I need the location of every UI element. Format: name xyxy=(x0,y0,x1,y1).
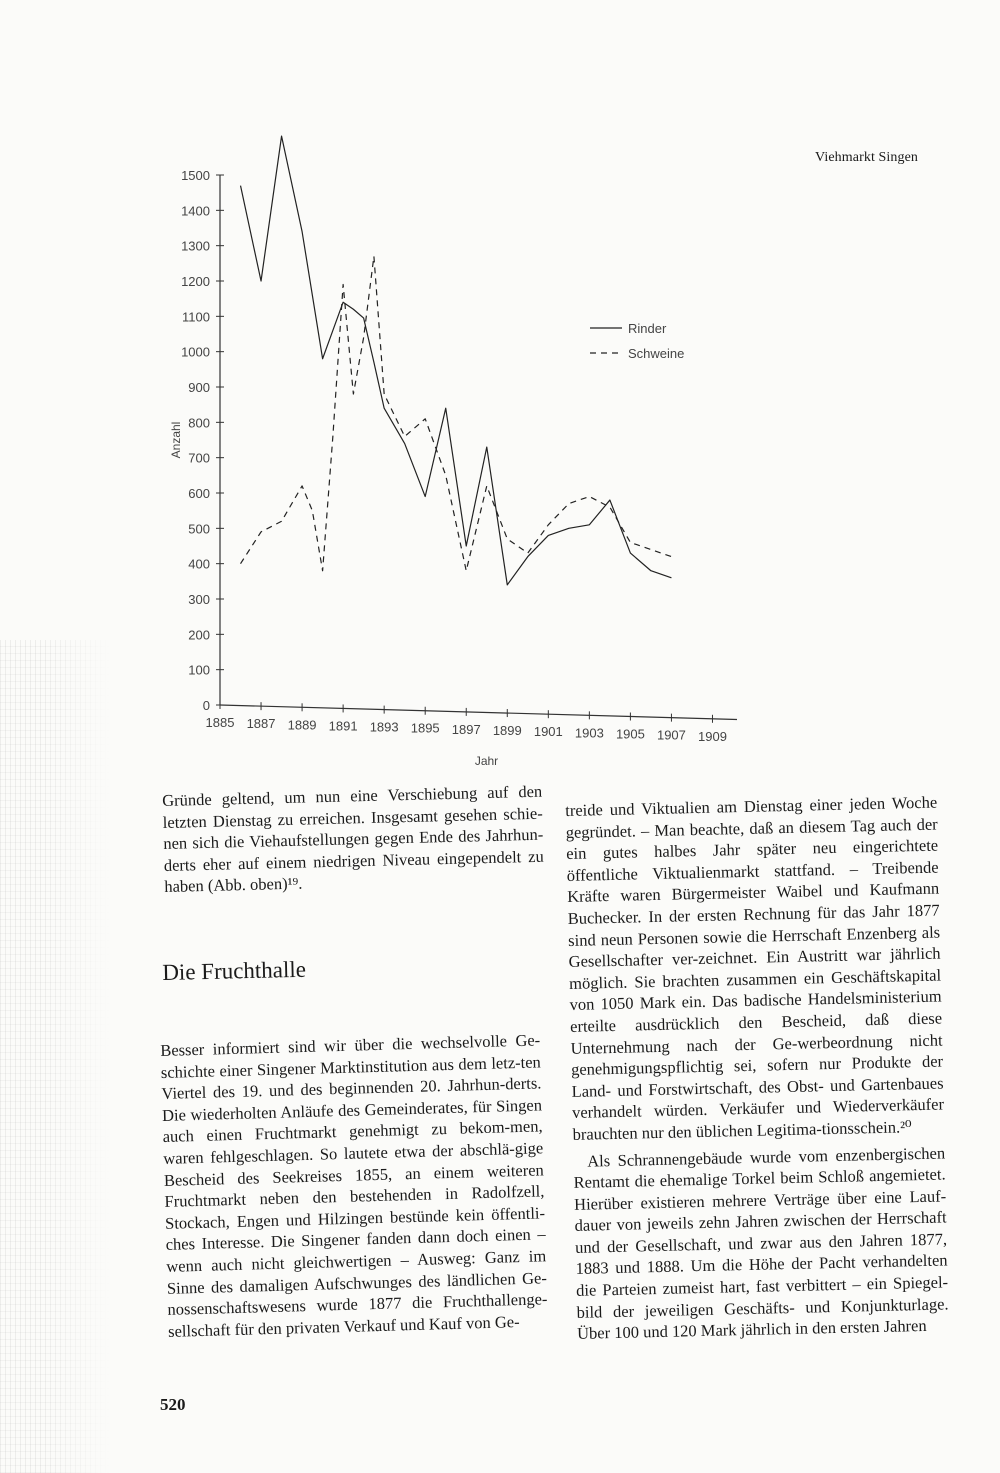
y-tick-label: 1200 xyxy=(181,274,210,289)
page-number: 520 xyxy=(160,1395,186,1414)
y-tick-label: 400 xyxy=(188,556,210,572)
x-tick-label: 1893 xyxy=(369,719,399,735)
x-tick-label: 1907 xyxy=(656,727,686,743)
y-tick-label: 1400 xyxy=(181,203,210,219)
y-tick-label: 500 xyxy=(188,521,210,537)
x-tick-label: 1885 xyxy=(205,715,235,730)
line-chart xyxy=(150,110,770,780)
x-tick-label: 1897 xyxy=(451,721,481,737)
left-column-bottom xyxy=(160,1029,548,1342)
x-tick-label: 1891 xyxy=(328,718,358,734)
chart-svg xyxy=(150,110,770,780)
y-axis-label: Anzahl xyxy=(169,421,183,459)
section-heading: Die Fruchthalle xyxy=(162,956,307,985)
running-head: Viehmarkt Singen xyxy=(815,150,919,165)
paragraph-right-1: treide und Viktualien am Dienstag einer jeden Woche gegründet. – Man beachte, daß an diesem Tag auch der ein gutes halbes Jahr später neu eingerichtete öffentliche Viktualienmarkt stattfand. – Treibende Kräfte waren Bürgermeister Waibel und Kaufmann Buchecker. In der ersten Rechnung für das Jahr 1877 sind neun Personen sowie die Herrschaft Enzenberg als Gesellschafter ver-zeichnet. Ein Austritt war jährlich möglich. Sie brachten zusammen ein Geschäftskapital von 1050 Mark ein. Das badische Handelsministerium erteilte ausdrücklich den Bescheid, daß diese Unternehmung nach der Ge-werbeordnung nicht genehmigungspflichtig sei, sofern nur Produkte der Land- und Forstwirtschaft, des Obst- und Gartenbaues verhandelt würden. Verkäufer und Wiederverkäufer brauchten nur den üblichen Legitima-tionsschein.²⁰ xyxy=(565,792,945,1144)
right-column xyxy=(565,792,949,1345)
y-tick-label: 800 xyxy=(188,415,210,431)
scan-edge-shading xyxy=(0,640,110,1473)
x-tick-label: 1903 xyxy=(574,725,604,741)
series-line-schweine xyxy=(241,256,672,570)
x-tick-label: 1905 xyxy=(615,726,645,742)
x-tick-label: 1899 xyxy=(492,723,522,739)
x-tick-label: 1895 xyxy=(410,720,440,736)
paragraph-intro: Gründe geltend, um nun eine Verschiebung auf den letzten Dienstag zu erreichen. Insgesamt gesehen schie-nen sich die Viehaufstellungen gegen Ende des Jahrhun-derts eher auf einem niedrigen Niveau eingependelt zu haben (Abb. oben)¹⁹. xyxy=(162,781,544,897)
x-tick-label: 1887 xyxy=(246,716,276,732)
y-tick-label: 900 xyxy=(188,380,210,395)
series-line-rinder xyxy=(241,136,672,585)
y-tick-label: 600 xyxy=(188,486,210,501)
y-tick-label: 700 xyxy=(188,450,210,466)
y-tick-label: 1100 xyxy=(182,309,210,325)
paragraph-fruchthalle: Besser informiert sind wir über die wechselvolle Ge-schichte einer Singener Marktinstitution aus dem letz-ten Viertel des 19. und des beginnenden 20. Jahrhun-derts. Die wiederholten Anläufe des Gemeinderates, für Singen auch einen Fruchtmarkt genehmigt zu bekom-men, waren fehlgeschlagen. So lautete etwa der abschlä-gige Bescheid des Seekreises 1855, an einem weiteren Fruchtmarkt neben den bestehenden in Radolfzell, Stockach, Engen und Hilzingen bestünde kein öffentli-ches Interesse. Die Singener fanden dann doch einen – wenn auch nicht gleichwertigen – Ausweg: Ganz im Sinne des damaligen Aufschwunges des ländlichen Ge-nossenschaftswesens wurde 1877 die Fruchthallenge-sellschaft für den privaten Verkauf und Kauf von Ge- xyxy=(160,1030,548,1341)
y-tick-label: 1500 xyxy=(181,168,210,183)
y-tick-label: 100 xyxy=(188,662,210,678)
y-tick-label: 1300 xyxy=(181,238,210,254)
legend-label: Rinder xyxy=(628,321,667,336)
x-tick-label: 1889 xyxy=(287,717,317,733)
x-tick-label: 1901 xyxy=(533,724,563,740)
left-column-top xyxy=(162,781,545,898)
paragraph-right-2: Als Schrannengebäude wurde vom enzenbergischen Rentamt die ehemalige Torkel beim Schloß angemietet. Hierüber existieren mehrere Verträge über eine Lauf-dauer von jeweils zehn Jahren zwischen der Herrschaft und der Gesellschaft, und zwar aus den Jahren 1877, 1883 und 1888. Um die Höhe der Pacht verhandelten die Parteien zumeist hart, fast verbittert – ein Spiegel-bild der jeweiligen Geschäfts- und Konjunkturlage. Über 100 und 120 Mark jährlich in den ersten Jahren xyxy=(573,1142,949,1344)
x-axis-label: Jahr xyxy=(474,754,499,768)
x-tick-label: 1909 xyxy=(698,728,727,744)
y-tick-label: 0 xyxy=(202,698,210,713)
legend-label: Schweine xyxy=(628,346,685,361)
y-tick-label: 300 xyxy=(188,592,210,607)
y-tick-label: 200 xyxy=(188,627,210,643)
y-tick-label: 1000 xyxy=(181,344,210,360)
